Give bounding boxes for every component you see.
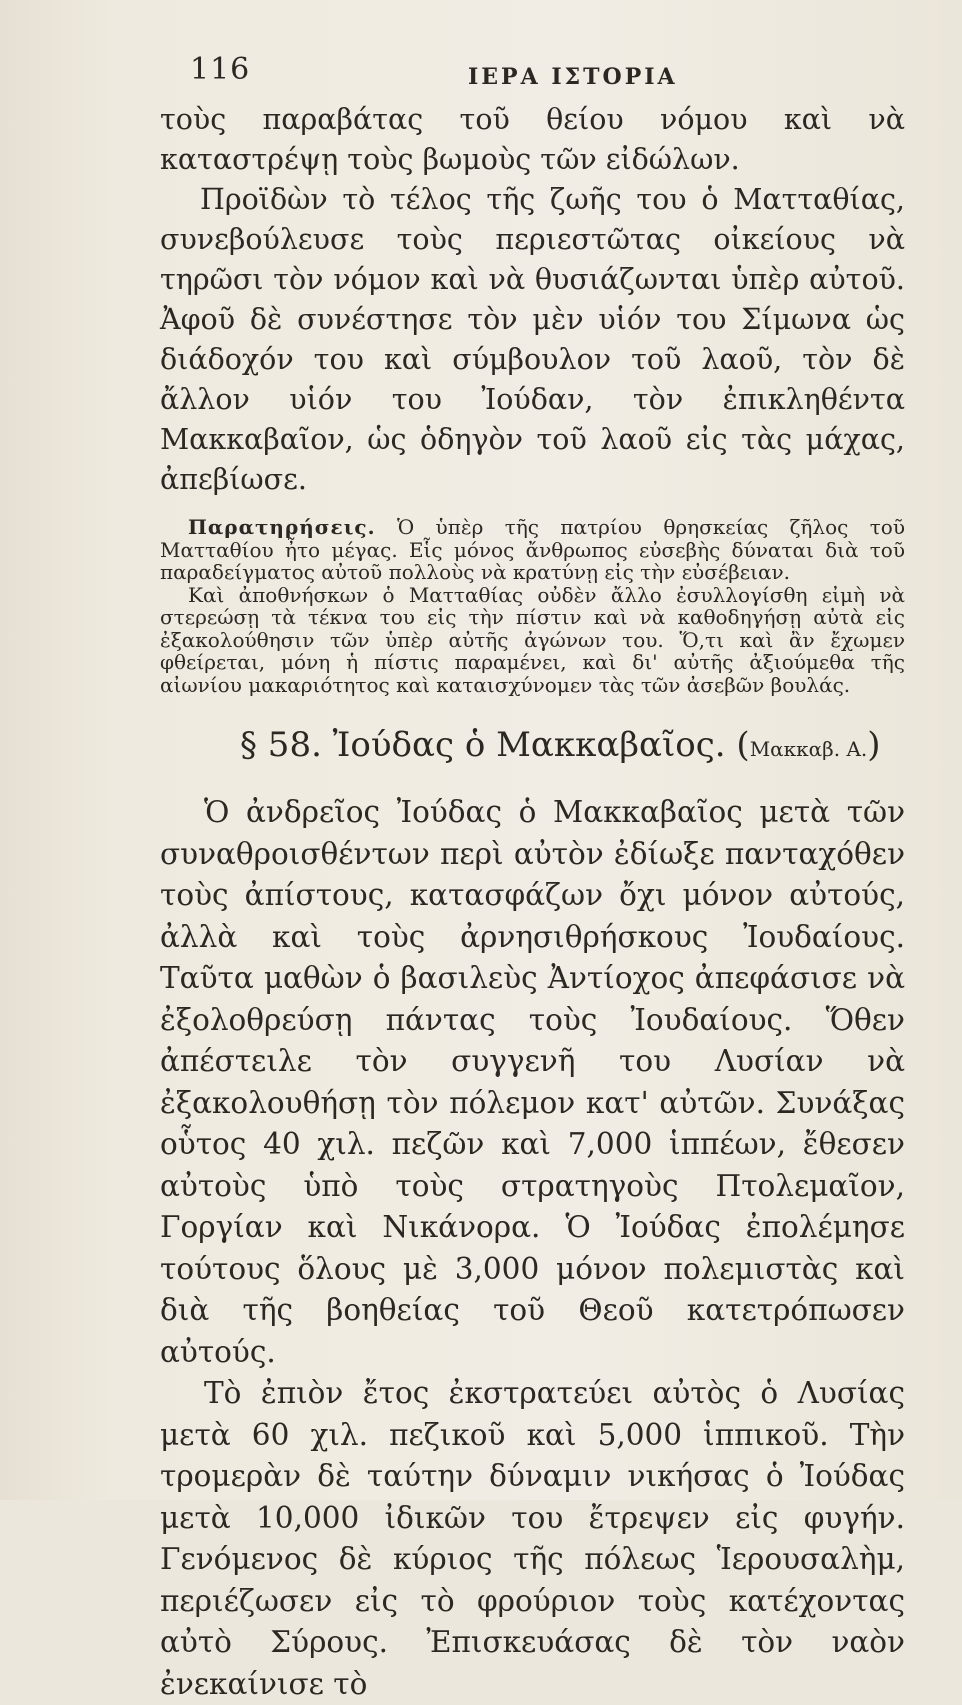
section-heading bbox=[160, 724, 905, 770]
paragraph-judas: Ὁ ἀνδρεῖος Ἰούδας ὁ Μακκαβαῖος μετὰ τῶν συναθροισθέντων περὶ αὐτὸν ἐδίωξε πανταχόθεν τοὺς ἀπίστους, κατασφάζων ὄχι μόνον αὐτούς, ἀλλὰ καὶ τοὺς ἀρνησιθρήσκους Ἰουδαίους. Ταῦτα μαθὼν ὁ βασιλεὺς Ἀντίοχος ἀπεφάσισε νὰ ἐξολοθρεύσῃ πάντας τοὺς Ἰουδαίους. Ὅθεν ἀπέστειλε τὸν συγγενῆ του Λυσίαν νὰ ἐξακολουθήσῃ τὸν πόλεμον κατ' αὐτῶν. Συνάξας οὗτος 40 χιλ. πεζῶν καὶ 7,000 ἱππέων, ἔθεσεν αὐτοὺς ὑπὸ τοὺς στρατηγοὺς Πτολεμαῖον, Γοργίαν καὶ Νικάνορα. Ὁ Ἰούδας ἐπολέμησε τούτους ὅλους μὲ 3,000 μόνον πολεμιστὰς καὶ διὰ τῆς βοηθείας τοῦ Θεοῦ κατετρόπωσεν αὐτούς. bbox=[160, 795, 905, 1369]
paragraph-mattathias: Προϊδὼν τὸ τέλος τῆς ζωῆς του ὁ Ματταθίας, συνεβούλευσε τοὺς περιεστῶτας οἰκείους νὰ τηρῶσι τὸν νόμον καὶ νὰ θυσιάζωνται ὑπὲρ αὐτοῦ. Ἀφοῦ δὲ συνέστησε τὸν μὲν υἱόν του Σίμωνα ὡς διάδοχόν του καὶ σύμβουλον τοῦ λαοῦ, τὸν δὲ ἄλλον υἱόν του Ἰούδαν, τὸν ἐπικληθέντα Μακκαβαῖον, ὡς ὁδηγὸν τοῦ λαοῦ εἰς τὰς μάχας, ἀπεβίωσε. bbox=[160, 183, 905, 496]
observation-2: Καὶ ἀποθνήσκων ὁ Ματταθίας οὐδὲν ἄλλο ἐσυλλογίσθη εἰμὴ νὰ στερεώσῃ τὰ τέκνα του εἰς τὴν πίστιν καὶ νὰ καθοδηγήσῃ αὐτὰ εἰς ἐξακολούθησιν τῶν ὑπὲρ αὐτῆς ἀγώνων του. Ὅ,τι καὶ ἂν ἔχωμεν φθείρεται, μόνη ἡ πίστις παραμένει, καὶ δι' αὐτῆς ἀξιούμεθα τῆς αἰωνίου μακαριότητος καὶ καταισχύνομεν τὰς τῶν ἀσεβῶν βουλάς. bbox=[160, 582, 905, 697]
paren-close: ) bbox=[867, 725, 881, 765]
section-reference: Μακκαβ. Α. bbox=[749, 737, 868, 761]
observations-label: Παρατηρήσεις. bbox=[188, 515, 376, 539]
page-body bbox=[160, 100, 905, 1705]
observations-block bbox=[160, 516, 905, 696]
paragraph-lysias: Τὸ ἐπιὸν ἔτος ἐκστρατεύει αὐτὸς ὁ Λυσίας μετὰ 60 χιλ. πεζικοῦ καὶ 5,000 ἱππικοῦ. Τὴν τρομερὰν δὲ ταύτην δύναμιν νικήσας ὁ Ἰούδας μετὰ 10,000 ἰδικῶν του ἔτρεψεν εἰς φυγήν. Γενόμενος δὲ κύριος τῆς πόλεως Ἱερουσαλὴμ, περιέζωσεν εἰς τὸ φρούριον τοὺς κατέχοντας αὐτὸ Σύρους. Ἐπισκευάσας δὲ τὸν ναὸν ἐνεκαίνισε τὸ bbox=[160, 1376, 905, 1701]
page-header bbox=[150, 52, 890, 102]
observation-1 bbox=[160, 516, 905, 584]
running-head: ΙΕΡΑ ΙΣΤΟΡΙΑ bbox=[468, 64, 678, 90]
observation-1-text: Ὁ ὑπὲρ τῆς πατρίου θρησκείας ζῆλος τοῦ Ματταθίου ἦτο μέγας. Εἷς μόνος ἄνθρωπος εὐσεβὴς δύναται διὰ τοῦ παραδείγματος αὐτοῦ πολλοὺς νὰ κρατύνῃ εἰς τὴν εὐσέβειαν. bbox=[160, 515, 906, 584]
page-number: 116 bbox=[190, 52, 251, 87]
paragraph-continuation: τοὺς παραβάτας τοῦ θείου νόμου καὶ νὰ καταστρέψῃ τοὺς βωμοὺς τῶν εἰδώλων. bbox=[160, 103, 905, 176]
section-title: § 58. Ἰούδας ὁ Μακκαβαῖος. bbox=[240, 725, 726, 765]
paren-open: ( bbox=[736, 725, 750, 765]
